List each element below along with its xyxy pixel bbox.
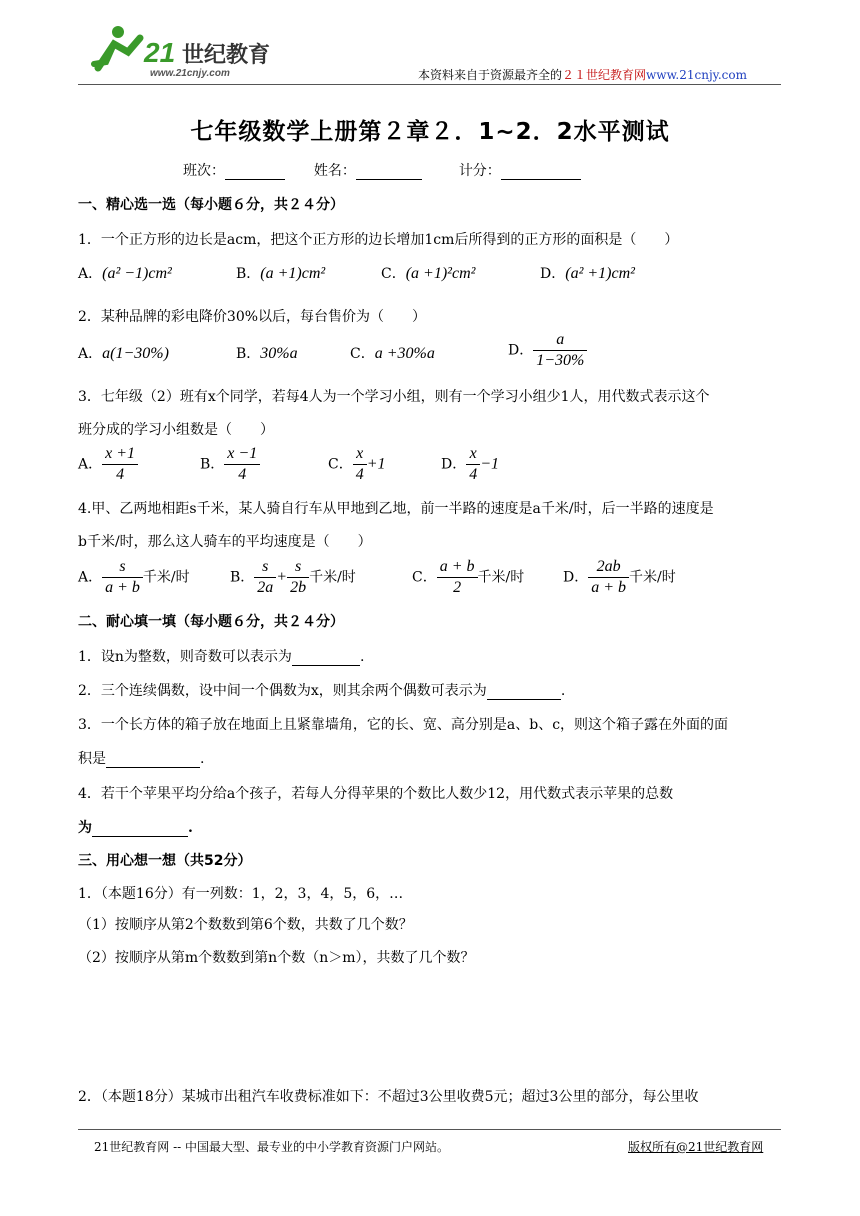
s3-q1-part2: （2）按顺序从第m个数数到第n个数（n＞m），共数了几个数？ (78, 950, 475, 966)
s1-q4-option-c: C． $\frac{a + b}{2}$ 千米/时 (412, 558, 525, 596)
section2-heading: 二、耐心填一填（每小题６分，共２４分） (78, 614, 344, 630)
footer-rule (78, 1129, 781, 1130)
s1-q3-text-1: 3．七年级（2）班有x个同学，若每4人为一个学习小组，则有一个学习小组少1人，用代数式表示这个 (78, 389, 710, 405)
svg-text:21: 21 (144, 37, 176, 68)
s2-q3-line-2: 积是 . (78, 751, 205, 767)
s1-q1-option-b: B．(a +1)cm² (236, 265, 326, 282)
s1-q4-option-b: B． $\frac{s}{2a}$ + $\frac{s}{2b}$ 千米/时 (230, 558, 356, 596)
s1-q2-option-d: D． $\frac{a}{1-30\%}$ (508, 330, 587, 371)
footer-copyright-link[interactable]: 版权所有@21世纪教育网 (628, 1140, 764, 1154)
s1-q1-option-a: A．(a² −1)cm² (78, 265, 172, 282)
s3-q2: 2．（本题18分）某城市出租汽车收费标准如下：不超过3公里收费5元；超过3公里的部分，每公里收 (78, 1089, 699, 1105)
s1-q3-option-a: A． $\frac{x +1}{4}$ (78, 444, 138, 485)
header-tagline: 本资料来自于资源最齐全的２１世纪教育网www.21cnjy.com (418, 68, 747, 82)
logo-text: 世纪教育 (182, 43, 271, 68)
page-title: 七年级数学上册第２章２．1~2．2水平测试 (190, 119, 670, 145)
site-logo (88, 18, 288, 84)
s1-q3-option-c: C． $\frac{x}{4}$ +1 (328, 445, 386, 483)
s2-q1: 1．设n为整数，则奇数可以表示为 . (78, 649, 365, 665)
s1-q4-option-a: A． $\frac{s}{a + b}$ 千米/时 (78, 558, 190, 596)
s1-q2-text: 2．某种品牌的彩电降价30%以后，每台售价为（ ） (78, 309, 427, 325)
s1-q4-text-2: b千米/时，那么这人骑车的平均速度是（ ） (78, 534, 372, 550)
s1-q3-option-d: D． $\frac{x}{4}$ −1 (441, 445, 500, 483)
section1-heading: 一、精心选一选（每小题６分，共２４分） (78, 197, 344, 213)
s1-q1-text: 1．一个正方形的边长是acm，把这个正方形的边长增加1cm后所得到的正方形的面积是（ ） (78, 232, 679, 248)
s2-q4-line-2: 为 . (78, 820, 193, 836)
s2-q2: 2．三个连续偶数，设中间一个偶数为x，则其余两个偶数可表示为 . (78, 683, 566, 699)
s1-q2-option-c: C．a +30%a (350, 345, 435, 362)
section3-heading: 三、用心想一想（共52分） (78, 853, 252, 869)
s1-q1-option-d: D．(a² +1)cm² (540, 265, 635, 282)
s3-q1: 1．（本题16分）有一列数：1，2，3，4，5，6，… (78, 886, 404, 902)
s2-q3-line-1: 3．一个长方体的箱子放在地面上且紧靠墙角，它的长、宽、高分别是a、b、c，则这个箱子露在外面的面 (78, 717, 729, 733)
s1-q3-text-2: 班分成的学习小组数是（ ） (78, 422, 274, 438)
s3-q1-part1: （1）按顺序从第2个数数到第6个数，共数了几个数？ (78, 917, 413, 933)
header-site-name: ２１世纪教育网 (562, 68, 647, 82)
s1-q2-option-b: B．30%a (236, 345, 298, 362)
s1-q2-option-a: A．a(1−30%) (78, 345, 169, 362)
header-url[interactable]: www.21cnjy.com (646, 68, 747, 82)
header-rule (78, 84, 781, 85)
s1-q4-text-1: 4.甲、乙两地相距s千米，某人骑自行车从甲地到乙地，前一半路的速度是a千米/时，后一半路的速度是 (78, 501, 714, 517)
s2-q4-line-1: 4．若干个苹果平均分给a个孩子，若每人分得苹果的个数比人数少12，用代数式表示苹果的总数 (78, 786, 674, 802)
svg-text:www.21cnjy.com: www.21cnjy.com (150, 68, 230, 79)
s1-q1-option-c: C．(a +1)²cm² (381, 265, 476, 282)
s1-q4-option-d: D． $\frac{2ab}{a + b}$ 千米/时 (563, 558, 676, 596)
footer-text: 21世纪教育网 -- 中国最大型、最专业的中小学教育资源门户网站。 (94, 1140, 450, 1154)
student-info: 班次： 姓名： 计分： (183, 160, 581, 180)
s1-q3-option-b: B． $\frac{x -1}{4}$ (200, 444, 260, 485)
